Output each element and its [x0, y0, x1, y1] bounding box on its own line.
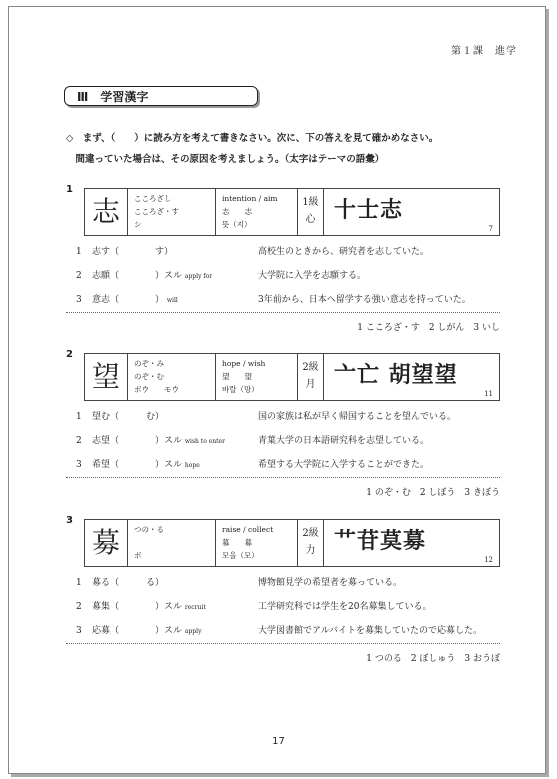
- reading: ボウ モウ: [134, 385, 179, 394]
- section-title: Ⅲ 学習漢字: [64, 86, 258, 106]
- example-word: 募る（ る）: [92, 578, 165, 588]
- reading: のぞ・む: [134, 372, 164, 381]
- example-number: 2: [76, 436, 82, 446]
- stroke-order-glyphs: 亠亡 胡望望: [334, 363, 458, 388]
- example-sentence: 希望する大学院に入学することができた。: [258, 460, 430, 470]
- example-row: [76, 268, 506, 281]
- answer-key: 1 つのる 2 ぼしゅう 3 おうぼ: [366, 654, 500, 664]
- kanji-card: [84, 519, 500, 567]
- grade-level: 2級: [302, 362, 319, 373]
- example-number: 1: [76, 247, 82, 257]
- meaning-korean: 바랄（망）: [222, 385, 259, 394]
- example-word: 志す（ す）: [92, 247, 174, 257]
- reading: のぞ・み: [134, 359, 164, 368]
- example-row: [76, 409, 506, 422]
- entry-number: 2: [66, 349, 73, 360]
- grade-level: 2級: [302, 528, 319, 539]
- reading: つの・る: [134, 525, 164, 534]
- example-sentence: 博物館見学の希望者を募っている。: [258, 578, 403, 588]
- meaning-korean: 모을（모）: [222, 551, 259, 560]
- answer-key: 1 のぞ・む 2 しぼう 3 きぼう: [366, 488, 500, 498]
- kanji-character: 望: [85, 354, 128, 400]
- reading: こころざし: [134, 194, 172, 203]
- instruction-line-1: ◇ まず、（ ）に読み方を考えて書きなさい。次に、下の答えを見て確かめなさい。: [66, 133, 439, 144]
- meaning-korean: 뜻（지）: [222, 220, 252, 229]
- example-sentence: 3年前から、日本へ留学する強い意志を持っていた。: [258, 295, 471, 305]
- example-row: [76, 599, 506, 612]
- example-number: 2: [76, 271, 82, 281]
- kanji-block: [66, 184, 500, 334]
- readings: [128, 189, 216, 235]
- meaning: [216, 189, 298, 235]
- kanji-block: [66, 515, 500, 665]
- radical: 心: [305, 214, 316, 225]
- example-row: [76, 244, 506, 257]
- kanji-card: [84, 188, 500, 236]
- meaning: [216, 354, 298, 400]
- example-word: 募集（ ）スル: [92, 602, 183, 612]
- example-word: 希望（ ）スル: [92, 460, 183, 470]
- divider: [66, 477, 500, 478]
- example-row: [76, 292, 506, 305]
- page-number: 17: [272, 736, 285, 747]
- meaning-english: hope / wish: [222, 359, 266, 368]
- example-number: 1: [76, 412, 82, 422]
- meaning-chinese: 募 募: [222, 538, 252, 547]
- stroke-count: 11: [484, 390, 493, 398]
- example-word: 望む（ む）: [92, 412, 165, 422]
- grade-level: 1級: [302, 197, 319, 208]
- example-sentence: 大学院に入学を志願する。: [258, 271, 367, 281]
- grade: [298, 520, 324, 566]
- example-word: 意志（ ）: [92, 295, 165, 305]
- example-word: 応募（ ）スル: [92, 626, 183, 636]
- meaning-english: raise / collect: [222, 525, 274, 534]
- example-sentence: 大学図書館でアルバイトを募集していたので応募した。: [258, 626, 483, 636]
- readings: [128, 520, 216, 566]
- example-gloss: wish to enter: [184, 438, 225, 445]
- example-sentence: 高校生のときから、研究者を志していた。: [258, 247, 430, 257]
- stroke-order-glyphs: 艹苷莫募: [334, 529, 427, 554]
- example-number: 2: [76, 602, 82, 612]
- example-gloss: hope: [184, 462, 200, 469]
- grade: [298, 189, 324, 235]
- example-number: 3: [76, 626, 82, 636]
- stroke-count: 12: [484, 556, 493, 564]
- divider: [66, 312, 500, 313]
- answer-key: 1 こころざ・す 2 しがん 3 いし: [357, 323, 500, 333]
- entry-number: 3: [66, 515, 73, 526]
- reading: シ: [134, 220, 142, 229]
- stroke-order: [324, 189, 499, 235]
- example-gloss: apply: [184, 628, 202, 635]
- meaning: [216, 520, 298, 566]
- stroke-order: [324, 354, 499, 400]
- example-gloss: recruit: [184, 604, 206, 611]
- stroke-count: 7: [488, 225, 493, 233]
- lesson-header: 第１課 進学: [451, 46, 517, 57]
- kanji-character: 志: [85, 189, 128, 235]
- example-sentence: 工学研究科では学生を20名募集している。: [258, 602, 432, 612]
- readings: [128, 354, 216, 400]
- meaning-chinese: 望 望: [222, 372, 252, 381]
- radical: 力: [305, 545, 316, 556]
- reading: ボ: [134, 551, 142, 560]
- instruction-line-2: 間違っていた場合は、その原因を考えましょう。（太字はテーマの語彙）: [66, 154, 385, 165]
- example-sentence: 青葉大学の日本語研究科を志望している。: [258, 436, 430, 446]
- kanji-card: [84, 353, 500, 401]
- kanji-block: [66, 349, 500, 499]
- example-gloss: will: [166, 297, 178, 304]
- example-word: 志願（ ）スル: [92, 271, 183, 281]
- grade: [298, 354, 324, 400]
- example-gloss: apply for: [184, 273, 213, 280]
- example-number: 3: [76, 460, 82, 470]
- example-row: [76, 575, 506, 588]
- example-word: 志望（ ）スル: [92, 436, 183, 446]
- meaning-english: intention / aim: [222, 194, 278, 203]
- stroke-order-glyphs: 十士志: [334, 198, 404, 223]
- reading: [134, 536, 215, 549]
- kanji-character: 募: [85, 520, 128, 566]
- example-sentence: 国の家族は私が早く帰国することを望んでいる。: [258, 412, 457, 422]
- example-number: 3: [76, 295, 82, 305]
- radical: 月: [305, 379, 316, 390]
- example-number: 1: [76, 578, 82, 588]
- meaning-chinese: 志 志: [222, 207, 252, 216]
- divider: [66, 643, 500, 644]
- stroke-order: [324, 520, 499, 566]
- reading: こころざ・す: [134, 207, 179, 216]
- example-row: [76, 457, 506, 470]
- entry-number: 1: [66, 184, 73, 195]
- example-row: [76, 433, 506, 446]
- example-row: [76, 623, 506, 636]
